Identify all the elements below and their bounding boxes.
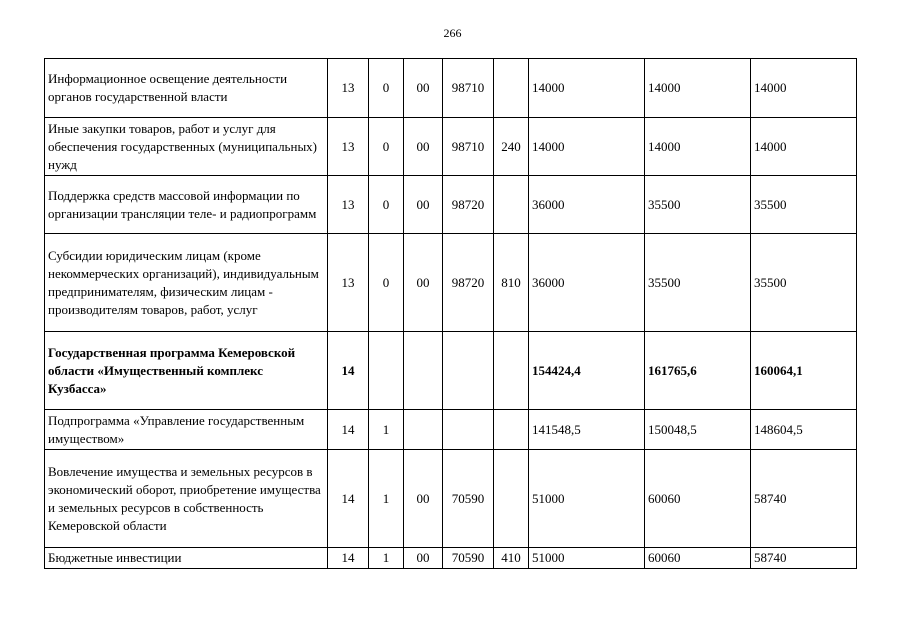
expense-type-code: 410 (494, 548, 529, 569)
amount-year-3: 58740 (751, 450, 857, 548)
section-code: 14 (328, 410, 369, 450)
amount-year-3: 148604,5 (751, 410, 857, 450)
expense-type-code (494, 59, 529, 118)
row-name: Поддержка средств массовой информации по организации трансляции теле- и радиопрограмм (45, 176, 328, 234)
table-row (45, 234, 857, 332)
amount-year-3: 35500 (751, 234, 857, 332)
amount-year-1: 36000 (529, 234, 645, 332)
section-code: 13 (328, 234, 369, 332)
amount-year-2: 14000 (645, 118, 751, 176)
table-row (45, 450, 857, 548)
direction-code: 70590 (443, 548, 494, 569)
direction-code: 70590 (443, 450, 494, 548)
amount-year-1: 51000 (529, 548, 645, 569)
subprogram-code: 00 (404, 234, 443, 332)
direction-code: 98720 (443, 176, 494, 234)
subprogram-code: 00 (404, 450, 443, 548)
row-name: Вовлечение имущества и земельных ресурсов в экономический оборот, приобретение имущества и земельных ресурсов в собственность Кемеровской области (45, 450, 328, 548)
amount-year-2: 60060 (645, 450, 751, 548)
program-code: 1 (369, 410, 404, 450)
amount-year-3: 35500 (751, 176, 857, 234)
amount-year-1: 14000 (529, 118, 645, 176)
amount-year-2: 150048,5 (645, 410, 751, 450)
budget-table (44, 58, 857, 569)
row-name: Государственная программа Кемеровской области «Имущественный комплекс Кузбасса» (45, 332, 328, 410)
section-code: 13 (328, 118, 369, 176)
subprogram-code: 00 (404, 176, 443, 234)
amount-year-2: 35500 (645, 176, 751, 234)
program-code: 1 (369, 548, 404, 569)
expense-type-code (494, 410, 529, 450)
section-code: 14 (328, 450, 369, 548)
direction-code: 98710 (443, 59, 494, 118)
expense-type-code (494, 332, 529, 410)
page-number: 266 (443, 26, 462, 40)
program-code: 0 (369, 234, 404, 332)
amount-year-1: 36000 (529, 176, 645, 234)
section-code: 13 (328, 176, 369, 234)
amount-year-3: 14000 (751, 118, 857, 176)
table-row (45, 548, 857, 569)
row-name: Подпрограмма «Управление государственным имуществом» (45, 410, 328, 450)
table-row (45, 118, 857, 176)
expense-type-code: 240 (494, 118, 529, 176)
amount-year-3: 160064,1 (751, 332, 857, 410)
direction-code (443, 410, 494, 450)
expense-type-code (494, 450, 529, 548)
amount-year-1: 141548,5 (529, 410, 645, 450)
direction-code (443, 332, 494, 410)
amount-year-3: 14000 (751, 59, 857, 118)
direction-code: 98710 (443, 118, 494, 176)
subprogram-code (404, 410, 443, 450)
table-row (45, 59, 857, 118)
amount-year-1: 14000 (529, 59, 645, 118)
expense-type-code: 810 (494, 234, 529, 332)
amount-year-2: 35500 (645, 234, 751, 332)
subprogram-code (404, 332, 443, 410)
amount-year-3: 58740 (751, 548, 857, 569)
subprogram-code: 00 (404, 59, 443, 118)
program-code: 1 (369, 450, 404, 548)
amount-year-1: 154424,4 (529, 332, 645, 410)
table-row (45, 332, 857, 410)
row-name: Иные закупки товаров, работ и услуг для обеспечения государственных (муниципальных) нужд (45, 118, 328, 176)
program-code: 0 (369, 59, 404, 118)
direction-code: 98720 (443, 234, 494, 332)
program-code (369, 332, 404, 410)
amount-year-2: 60060 (645, 548, 751, 569)
section-code: 14 (328, 332, 369, 410)
table-row (45, 176, 857, 234)
row-name: Информационное освещение деятельности органов государственной власти (45, 59, 328, 118)
row-name: Субсидии юридическим лицам (кроме некоммерческих организаций), индивидуальным предпринимателям, физическим лицам - производителям товаров, работ, услуг (45, 234, 328, 332)
section-code: 13 (328, 59, 369, 118)
section-code: 14 (328, 548, 369, 569)
amount-year-1: 51000 (529, 450, 645, 548)
subprogram-code: 00 (404, 118, 443, 176)
subprogram-code: 00 (404, 548, 443, 569)
amount-year-2: 161765,6 (645, 332, 751, 410)
row-name: Бюджетные инвестиции (45, 548, 328, 569)
expense-type-code (494, 176, 529, 234)
program-code: 0 (369, 176, 404, 234)
amount-year-2: 14000 (645, 59, 751, 118)
table-row (45, 410, 857, 450)
program-code: 0 (369, 118, 404, 176)
